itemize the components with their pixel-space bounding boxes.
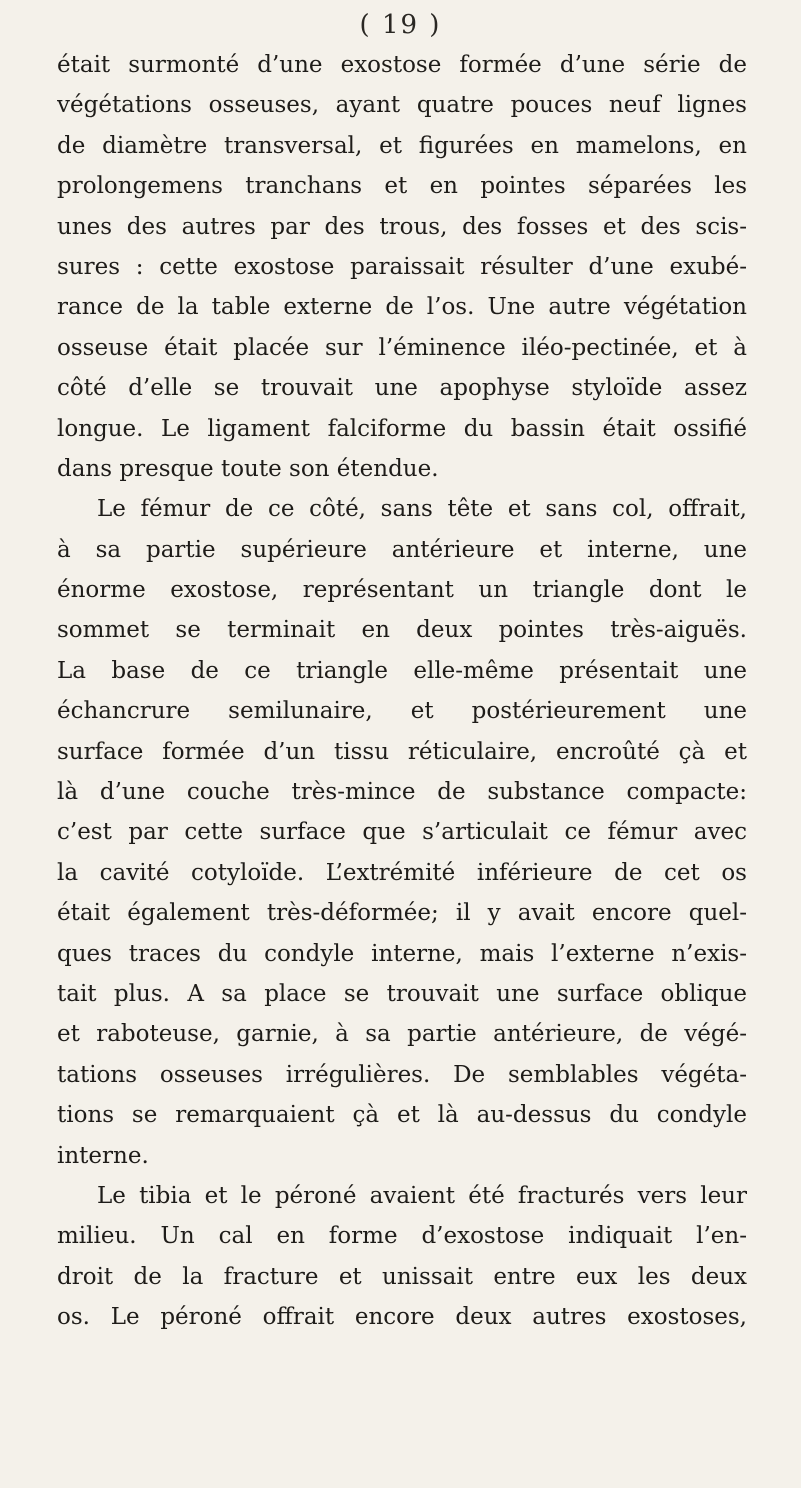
text-line: là d’une couche très-mince de substance compacte: (57, 779, 747, 806)
text-line: rance de la table externe de l’os. Une autre végétation (57, 294, 747, 321)
text-line: sommet se terminait en deux pointes très-aiguës. (57, 617, 747, 644)
text-line: côté d’elle se trouvait une apophyse styloïde assez (57, 375, 747, 402)
text-line: prolongemens tranchans et en pointes séparées les (57, 173, 747, 200)
text-line: à sa partie supérieure antérieure et interne, une (57, 536, 747, 563)
text-line: os. Le péroné offrait encore deux autres exostoses, (57, 1304, 747, 1331)
text-line: tait plus. A sa place se trouvait une surface oblique (57, 980, 747, 1007)
text-line: ques traces du condyle interne, mais l’externe n’exis- (57, 940, 747, 967)
text-line: et raboteuse, garnie, à sa partie antérieure, de végé- (57, 1021, 747, 1048)
text-line: surface formée d’un tissu réticulaire, encroûté çà et (57, 738, 747, 765)
text-line: longue. Le ligament falciforme du bassin était ossifié (57, 415, 747, 442)
text-line: La base de ce triangle elle-même présentait une (57, 657, 747, 684)
text-line: unes des autres par des trous, des fosses et des scis- (57, 213, 747, 240)
text-line: Le tibia et le péroné avaient été fracturés vers leur (97, 1182, 747, 1209)
text-line: milieu. Un cal en forme d’exostose indiquait l’en- (57, 1223, 747, 1250)
text-line: tions se remarquaient çà et là au-dessus du condyle (57, 1102, 747, 1129)
text-line: la cavité cotyloïde. L’extrémité inférieure de cet os (57, 859, 747, 886)
text-line: droit de la fracture et unissait entre eux les deux (57, 1263, 747, 1290)
text-line: sures : cette exostose paraissait résulter d’une exubé- (57, 253, 747, 280)
body-text (57, 45, 747, 1338)
text-line: de diamètre transversal, et figurées en mamelons, en (57, 132, 747, 159)
text-line: Le fémur de ce côté, sans tête et sans col, offrait, (97, 496, 747, 523)
text-line: osseuse était placée sur l’éminence iléo-pectinée, et à (57, 334, 747, 361)
text-line: dans presque toute son étendue. (57, 455, 439, 482)
page-number: ( 19 ) (359, 10, 442, 40)
text-line: échancrure semilunaire, et postérieurement une (57, 698, 747, 725)
text-line: interne. (57, 1142, 149, 1169)
text-line: était surmonté d’une exostose formée d’une série de (57, 52, 747, 78)
text-line: végétations osseuses, ayant quatre pouces neuf lignes (57, 92, 747, 119)
text-line: tations osseuses irrégulières. De semblables végéta- (57, 1061, 747, 1088)
text-line: c’est par cette surface que s’articulait ce fémur avec (57, 819, 747, 846)
text-line: était également très-déformée; il y avait encore quel- (57, 900, 747, 927)
text-line: énorme exostose, représentant un triangle dont le (57, 577, 747, 604)
